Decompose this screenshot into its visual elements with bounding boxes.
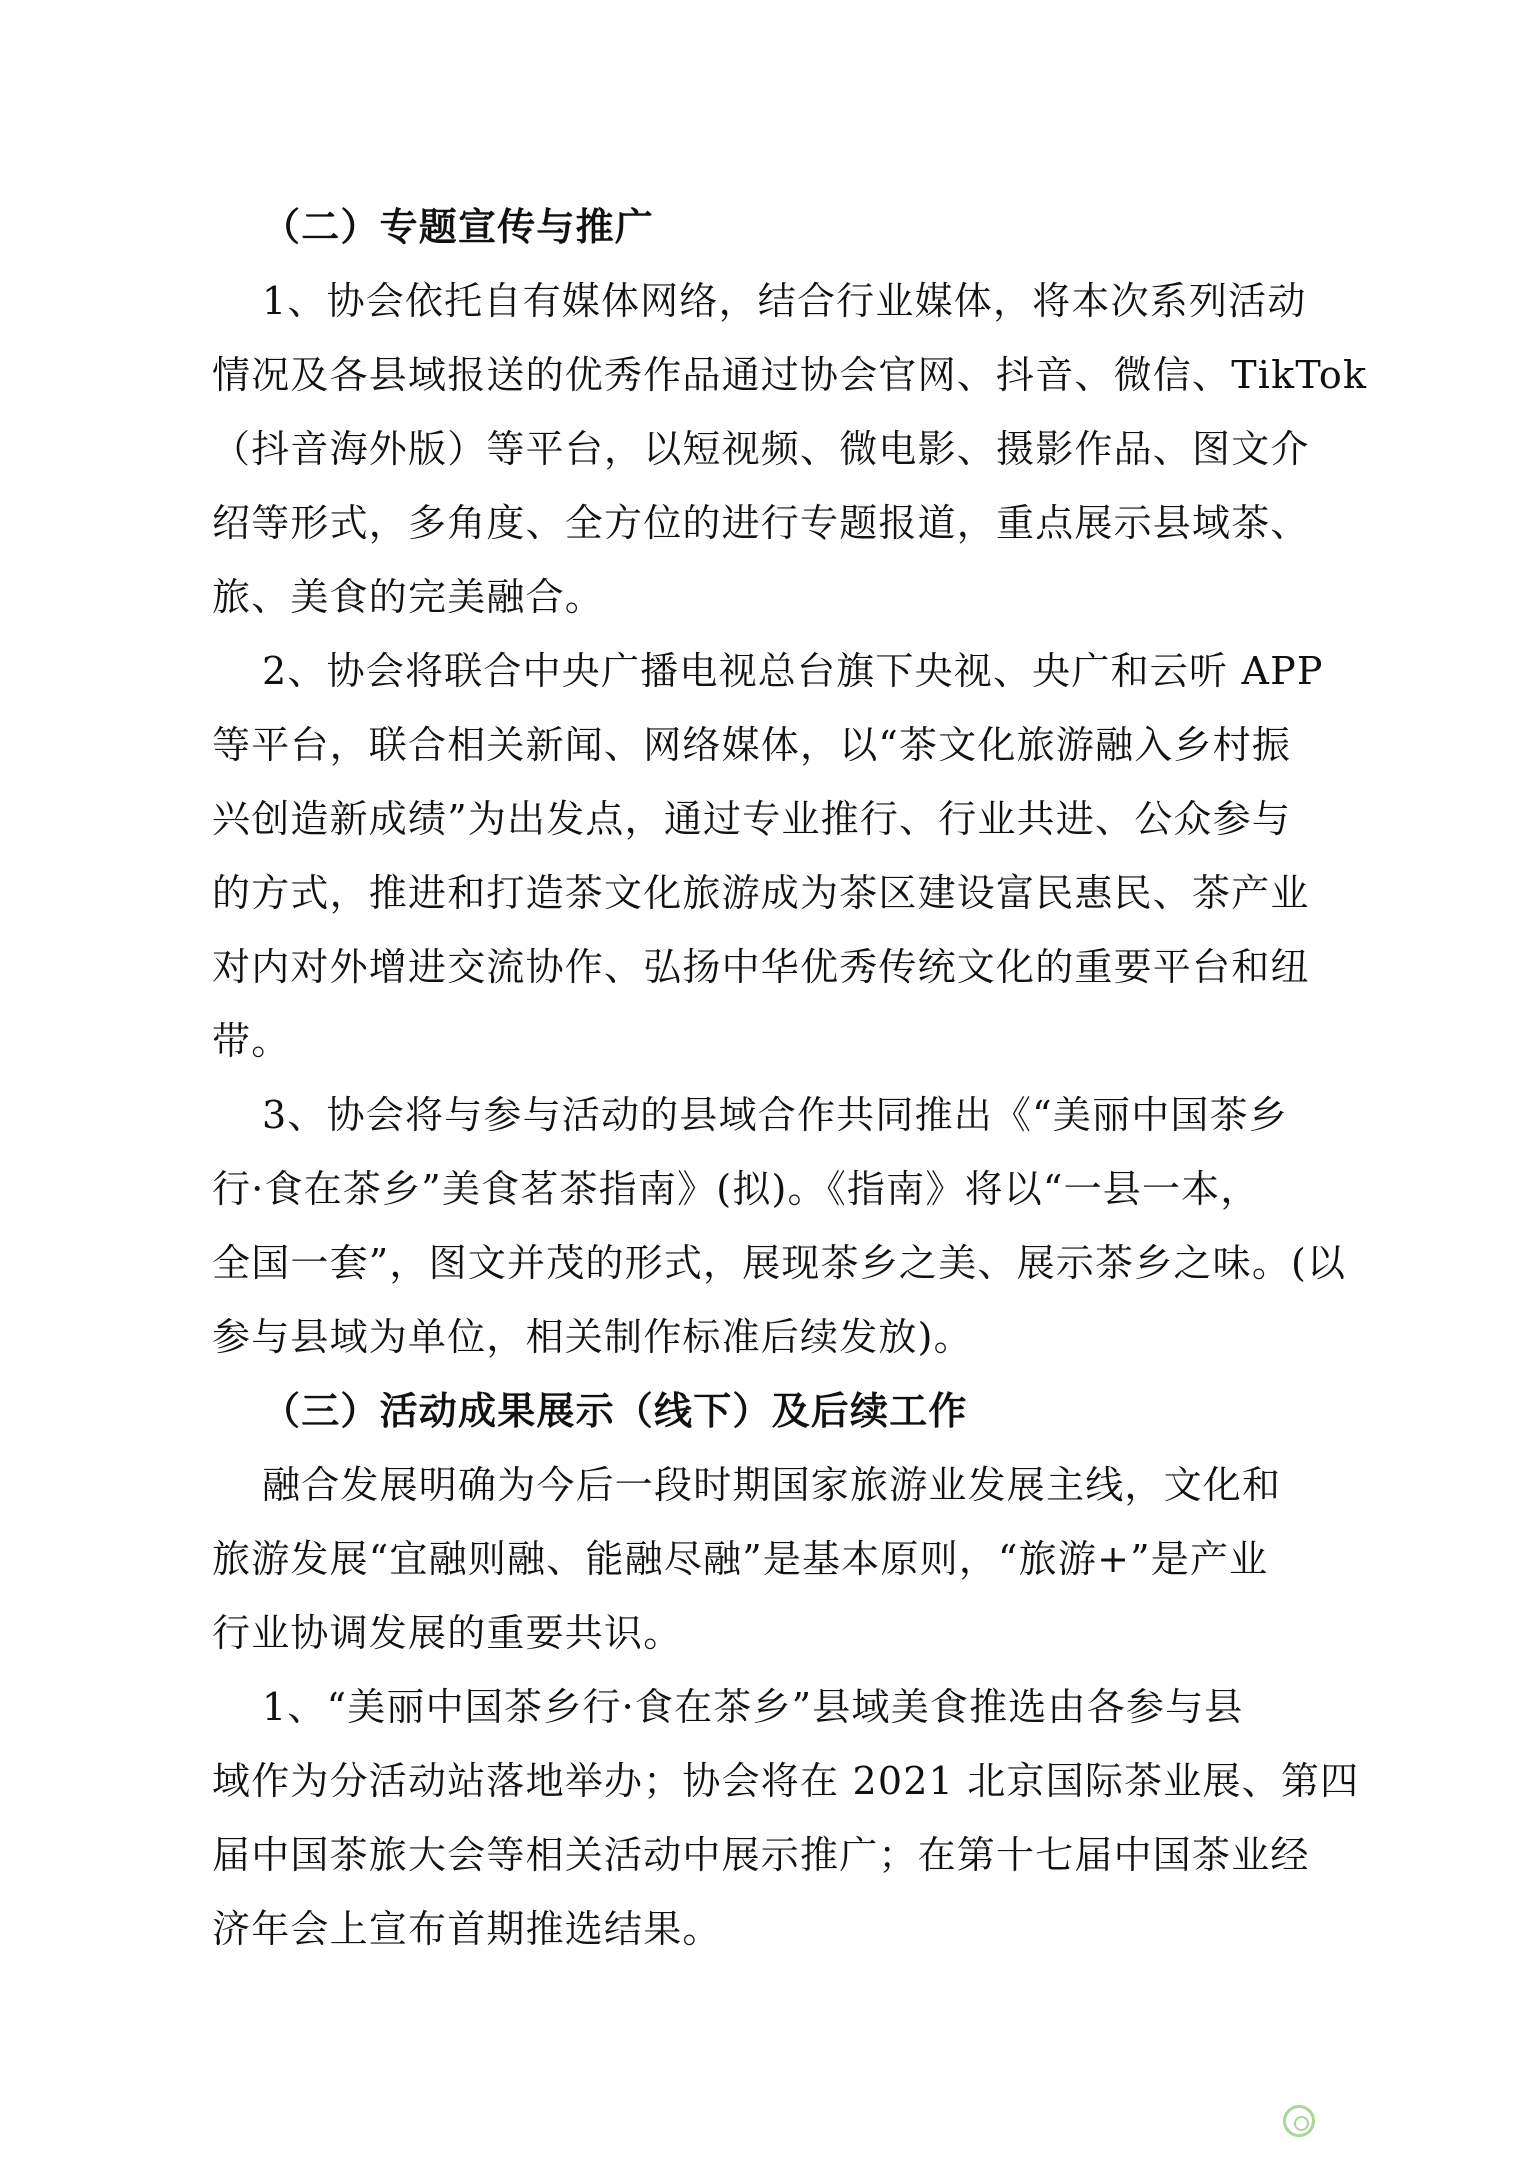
paragraph-line: 全国一套”，图文并茂的形式，展现茶乡之美、展示茶乡之味。(以 [212,1241,1347,1285]
paragraph-line: 行业协调发展的重要共识。 [212,1611,683,1655]
paragraph-line: 旅游发展“宜融则融、能融尽融”是基本原则，“旅游+”是产业 [212,1537,1269,1581]
paragraph-line: 1、“美丽中国茶乡行·食在茶乡”县域美食推选由各参与县 [262,1685,1244,1729]
paragraph-line: 济年会上宣布首期推选结果。 [212,1907,722,1951]
paragraph-line: 域作为分活动站落地举办；协会将在 2021 北京国际茶业展、第四 [212,1759,1360,1803]
paragraph-line: 1、协会依托自有媒体网络，结合行业媒体，将本次系列活动 [262,279,1307,323]
paragraph-line: 行·食在茶乡”美食茗茶指南》(拟)。《指南》将以“一县一本， [212,1167,1260,1211]
section-heading-2: （二）专题宣传与推广 [262,205,655,249]
paragraph-line: 情况及各县域报送的优秀作品通过协会官网、抖音、微信、TikTok [212,353,1368,397]
paragraph-line: 兴创造新成绩”为出发点，通过专业推行、行业共进、公众参与 [212,797,1292,841]
paragraph-line: 融合发展明确为今后一段时期国家旅游业发展主线，文化和 [262,1463,1282,1507]
paragraph-line: 绍等形式，多角度、全方位的进行专题报道，重点展示县域茶、 [212,501,1310,545]
paragraph-line: 的方式，推进和打造茶文化旅游成为茶区建设富民惠民、茶产业 [212,871,1310,915]
paragraph-line: 参与县域为单位，相关制作标准后续发放)。 [212,1315,973,1359]
section-heading-3: （三）活动成果展示（线下）及后续工作 [262,1389,968,1433]
paragraph-line: 届中国茶旅大会等相关活动中展示推广；在第十七届中国茶业经 [212,1833,1310,1877]
paragraph-line: 2、协会将联合中央广播电视总台旗下央视、央广和云听 APP [262,649,1324,693]
paragraph-line: 带。 [212,1019,291,1063]
paragraph-line: 3、协会将与参与活动的县域合作共同推出《“美丽中国茶乡 [262,1093,1289,1137]
paragraph-line: 对内对外增进交流协作、弘扬中华优秀传统文化的重要平台和纽 [212,945,1310,989]
paragraph-line: 旅、美食的完美融合。 [212,575,605,619]
paragraph-line: （抖音海外版）等平台，以短视频、微电影、摄影作品、图文介 [212,427,1310,471]
paragraph-line: 等平台，联合相关新闻、网络媒体，以“茶文化旅游融入乡村振 [212,723,1292,767]
logo-circle-icon [1283,2105,1315,2137]
